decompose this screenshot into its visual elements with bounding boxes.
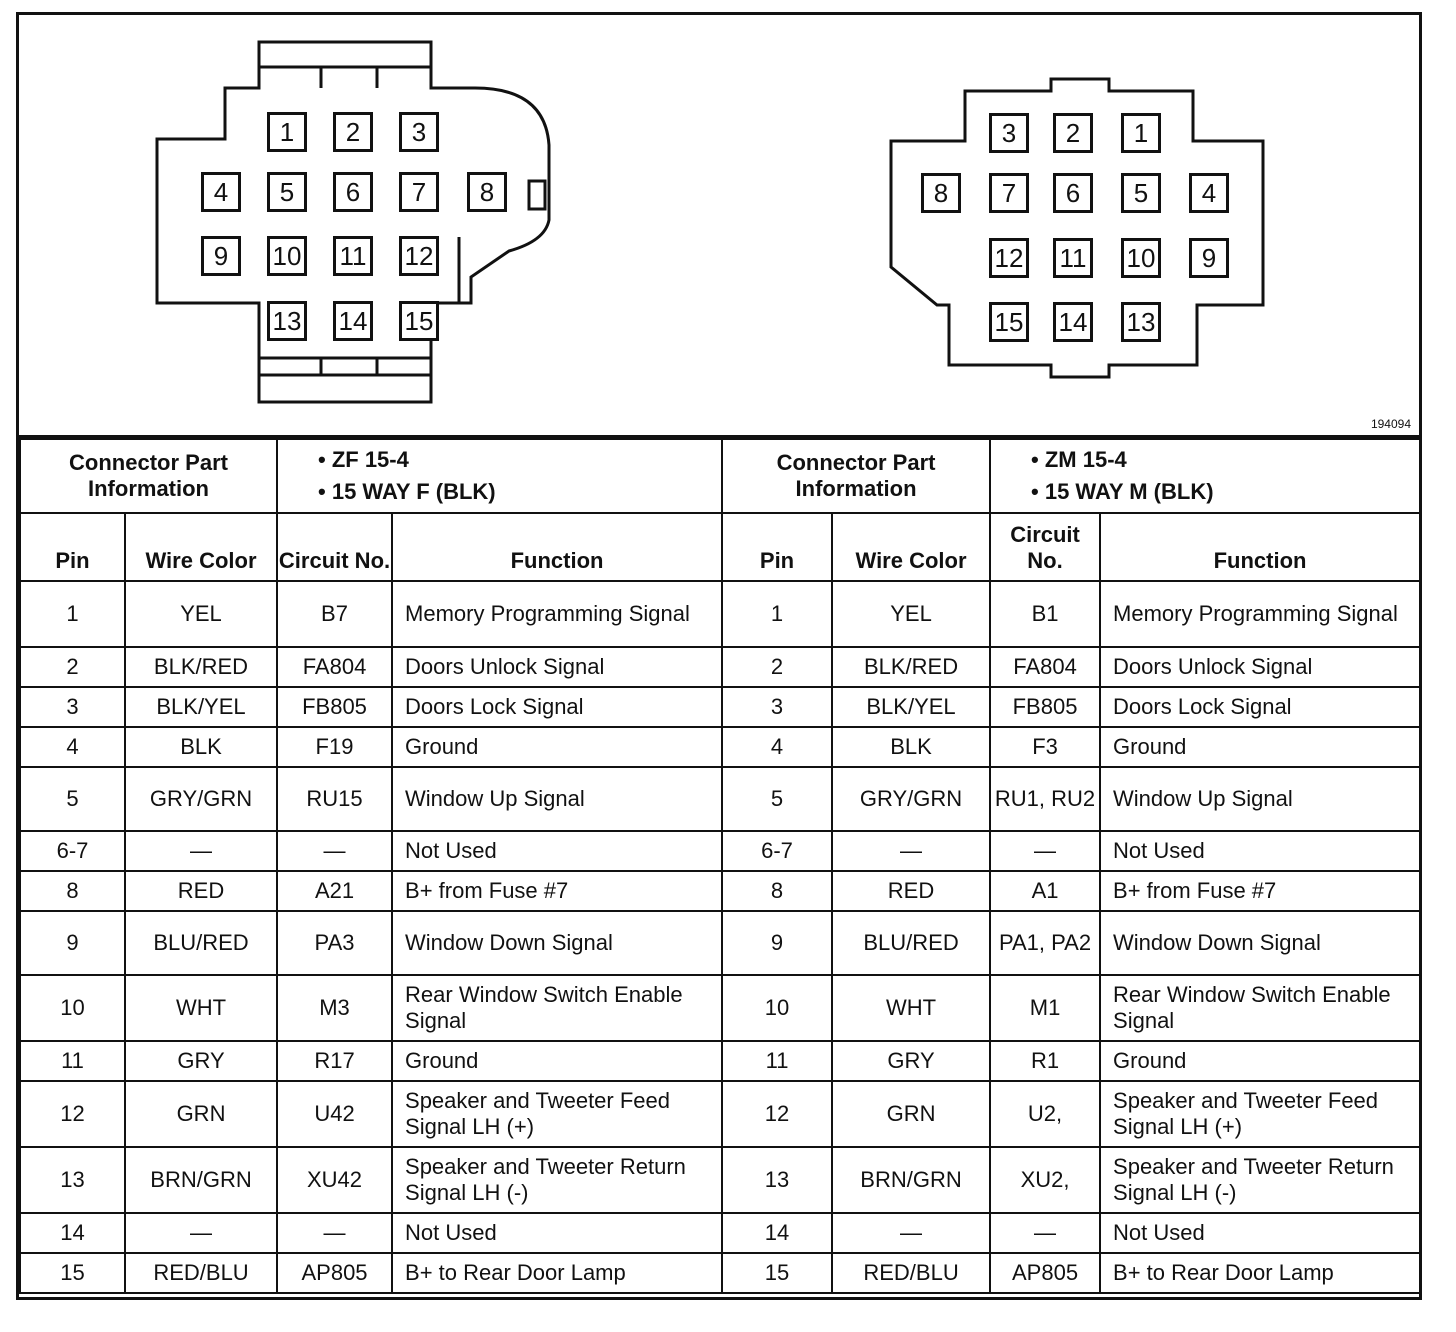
function-cell: Doors Unlock Signal — [392, 647, 722, 687]
table-row — [20, 831, 1420, 871]
function-cell: Speaker and Tweeter Return Signal LH (-) — [392, 1147, 722, 1213]
pin-header: Pin — [20, 513, 125, 581]
function-cell: Speaker and Tweeter Feed Signal LH (+) — [1100, 1081, 1420, 1147]
table-row — [20, 767, 1420, 831]
pinout-table — [19, 438, 1421, 1294]
function-cell: Window Up Signal — [1100, 767, 1420, 831]
pin-cell: 2 — [1053, 113, 1093, 153]
wire-color-cell: — — [125, 1213, 277, 1253]
function-cell: Rear Window Switch Enable Signal — [392, 975, 722, 1041]
pin-header: Pin — [722, 513, 832, 581]
function-cell: Doors Lock Signal — [1100, 687, 1420, 727]
pin-cell: 9 — [722, 911, 832, 975]
pin-cell: 9 — [201, 236, 241, 276]
function-header: Function — [1100, 513, 1420, 581]
wire-color-cell: RED/BLU — [832, 1253, 990, 1293]
pin-cell: 4 — [722, 727, 832, 767]
circuit-header: Circuit No. — [277, 513, 392, 581]
pin-cell: 1 — [722, 581, 832, 647]
wire-color-cell: GRY/GRN — [832, 767, 990, 831]
left-connector-outline — [157, 42, 549, 402]
header-row — [20, 513, 1420, 581]
pin-cell: 1 — [1121, 113, 1161, 153]
connector-figure — [16, 12, 1422, 1300]
wire-color-header: Wire Color — [125, 513, 277, 581]
circuit-cell: U2, — [990, 1081, 1100, 1147]
pin-cell: 13 — [267, 301, 307, 341]
table-row — [20, 687, 1420, 727]
wire-color-cell: RED/BLU — [125, 1253, 277, 1293]
circuit-cell: XU2, — [990, 1147, 1100, 1213]
wire-color-cell: RED — [832, 871, 990, 911]
wire-color-cell: — — [832, 831, 990, 871]
pin-cell: 8 — [20, 871, 125, 911]
connector-info — [990, 439, 1420, 513]
pin-cell: 8 — [467, 172, 507, 212]
function-cell: Not Used — [1100, 1213, 1420, 1253]
function-header: Function — [392, 513, 722, 581]
circuit-cell: A1 — [990, 871, 1100, 911]
pin-cell: 10 — [722, 975, 832, 1041]
wire-color-cell: RED — [125, 871, 277, 911]
wire-color-cell: BLK/RED — [832, 647, 990, 687]
wire-color-header: Wire Color — [832, 513, 990, 581]
pin-cell: 12 — [399, 236, 439, 276]
circuit-cell: F19 — [277, 727, 392, 767]
table-row — [20, 1253, 1420, 1293]
connector-info-row — [20, 439, 1420, 513]
pin-cell: 4 — [201, 172, 241, 212]
circuit-cell: R1 — [990, 1041, 1100, 1081]
pin-cell: 11 — [1053, 238, 1093, 278]
pin-cell: 13 — [722, 1147, 832, 1213]
circuit-cell: U42 — [277, 1081, 392, 1147]
pin-cell: 14 — [333, 301, 373, 341]
circuit-cell: A21 — [277, 871, 392, 911]
circuit-header: Circuit No. — [990, 513, 1100, 581]
wire-color-cell: BLK — [125, 727, 277, 767]
table-row — [20, 1081, 1420, 1147]
circuit-cell: PA3 — [277, 911, 392, 975]
wire-color-cell: BLU/RED — [832, 911, 990, 975]
pin-cell: 6-7 — [20, 831, 125, 871]
pin-cell: 10 — [20, 975, 125, 1041]
table-row — [20, 727, 1420, 767]
pin-cell: 4 — [20, 727, 125, 767]
function-cell: Window Up Signal — [392, 767, 722, 831]
function-cell: B+ from Fuse #7 — [1100, 871, 1420, 911]
circuit-cell: — — [990, 831, 1100, 871]
function-cell: Ground — [1100, 727, 1420, 767]
table-row — [20, 1213, 1420, 1253]
circuit-cell: FB805 — [277, 687, 392, 727]
pin-cell: 13 — [20, 1147, 125, 1213]
function-cell: Doors Unlock Signal — [1100, 647, 1420, 687]
pin-cell: 5 — [267, 172, 307, 212]
wire-color-cell: — — [832, 1213, 990, 1253]
function-cell: Ground — [392, 1041, 722, 1081]
pin-cell: 12 — [20, 1081, 125, 1147]
function-cell: Ground — [1100, 1041, 1420, 1081]
pin-cell: 14 — [1053, 302, 1093, 342]
wire-color-cell: WHT — [832, 975, 990, 1041]
pin-cell: 3 — [20, 687, 125, 727]
pin-cell: 15 — [722, 1253, 832, 1293]
wire-color-cell: — — [125, 831, 277, 871]
connector-outlines — [19, 15, 1419, 435]
wire-color-cell: BLK/YEL — [125, 687, 277, 727]
wire-color-cell: BLK/RED — [125, 647, 277, 687]
wire-color-cell: BRN/GRN — [125, 1147, 277, 1213]
circuit-cell: RU15 — [277, 767, 392, 831]
connector-info — [277, 439, 722, 513]
wire-color-cell: GRN — [125, 1081, 277, 1147]
circuit-cell: R17 — [277, 1041, 392, 1081]
circuit-cell: AP805 — [277, 1253, 392, 1293]
pin-cell: 14 — [20, 1213, 125, 1253]
wire-color-cell: BRN/GRN — [832, 1147, 990, 1213]
function-cell: Doors Lock Signal — [392, 687, 722, 727]
table-row — [20, 1147, 1420, 1213]
pin-cell: 8 — [921, 173, 961, 213]
pin-cell: 1 — [267, 112, 307, 152]
wire-color-cell: YEL — [125, 581, 277, 647]
pin-cell: 6 — [333, 172, 373, 212]
function-cell: Window Down Signal — [1100, 911, 1420, 975]
function-cell: Ground — [392, 727, 722, 767]
circuit-cell: B1 — [990, 581, 1100, 647]
pin-cell: 14 — [722, 1213, 832, 1253]
pin-cell: 2 — [722, 647, 832, 687]
circuit-cell: XU42 — [277, 1147, 392, 1213]
table-row — [20, 647, 1420, 687]
wire-color-cell: WHT — [125, 975, 277, 1041]
pin-cell: 9 — [20, 911, 125, 975]
wire-color-cell: GRN — [832, 1081, 990, 1147]
function-cell: Not Used — [1100, 831, 1420, 871]
pin-cell: 7 — [399, 172, 439, 212]
table-row — [20, 581, 1420, 647]
circuit-cell: — — [277, 1213, 392, 1253]
wire-color-cell: GRY — [832, 1041, 990, 1081]
pin-cell: 7 — [989, 173, 1029, 213]
pin-cell: 3 — [722, 687, 832, 727]
wire-color-cell: BLK/YEL — [832, 687, 990, 727]
pin-cell: 2 — [333, 112, 373, 152]
pin-cell: 10 — [1121, 238, 1161, 278]
function-cell: Speaker and Tweeter Feed Signal LH (+) — [392, 1081, 722, 1147]
pin-cell: 4 — [1189, 173, 1229, 213]
circuit-cell: F3 — [990, 727, 1100, 767]
function-cell: B+ from Fuse #7 — [392, 871, 722, 911]
connector-part-label: Connector Part Information — [722, 439, 990, 513]
pin-cell: 15 — [399, 301, 439, 341]
circuit-cell: FB805 — [990, 687, 1100, 727]
pin-cell: 5 — [722, 767, 832, 831]
function-cell: Rear Window Switch Enable Signal — [1100, 975, 1420, 1041]
circuit-cell: M3 — [277, 975, 392, 1041]
circuit-cell: B7 — [277, 581, 392, 647]
pin-cell: 3 — [989, 113, 1029, 153]
pin-cell: 10 — [267, 236, 307, 276]
circuit-cell: FA804 — [277, 647, 392, 687]
pin-cell: 9 — [1189, 238, 1229, 278]
info-line: • ZM 15-4 — [1031, 447, 1127, 472]
pin-cell: 11 — [333, 236, 373, 276]
connector-diagram-area — [19, 15, 1419, 438]
function-cell: Memory Programming Signal — [392, 581, 722, 647]
table-row — [20, 871, 1420, 911]
circuit-cell: FA804 — [990, 647, 1100, 687]
function-cell: B+ to Rear Door Lamp — [392, 1253, 722, 1293]
info-line: • 15 WAY M (BLK) — [1031, 479, 1214, 504]
pin-cell: 11 — [20, 1041, 125, 1081]
info-line: • ZF 15-4 — [318, 447, 409, 472]
circuit-cell: — — [277, 831, 392, 871]
function-cell: Not Used — [392, 831, 722, 871]
wire-color-cell: GRY/GRN — [125, 767, 277, 831]
wire-color-cell: BLK — [832, 727, 990, 767]
circuit-cell: AP805 — [990, 1253, 1100, 1293]
pin-cell: 15 — [20, 1253, 125, 1293]
circuit-cell: M1 — [990, 975, 1100, 1041]
pin-cell: 5 — [20, 767, 125, 831]
pin-cell: 6 — [1053, 173, 1093, 213]
wire-color-cell: BLU/RED — [125, 911, 277, 975]
pin-cell: 12 — [722, 1081, 832, 1147]
function-cell: Memory Programming Signal — [1100, 581, 1420, 647]
function-cell: B+ to Rear Door Lamp — [1100, 1253, 1420, 1293]
circuit-cell: RU1, RU2 — [990, 767, 1100, 831]
info-line: • 15 WAY F (BLK) — [318, 479, 496, 504]
circuit-cell: — — [990, 1213, 1100, 1253]
wire-color-cell: YEL — [832, 581, 990, 647]
table-row — [20, 975, 1420, 1041]
pin-cell: 12 — [989, 238, 1029, 278]
pin-cell: 15 — [989, 302, 1029, 342]
function-cell: Speaker and Tweeter Return Signal LH (-) — [1100, 1147, 1420, 1213]
circuit-cell: PA1, PA2 — [990, 911, 1100, 975]
pin-cell: 6-7 — [722, 831, 832, 871]
pin-cell: 2 — [20, 647, 125, 687]
pin-cell: 1 — [20, 581, 125, 647]
connector-part-label: Connector Part Information — [20, 439, 277, 513]
pin-cell: 5 — [1121, 173, 1161, 213]
function-cell: Not Used — [392, 1213, 722, 1253]
pin-cell: 11 — [722, 1041, 832, 1081]
pin-cell: 13 — [1121, 302, 1161, 342]
table-row — [20, 1041, 1420, 1081]
pin-cell: 3 — [399, 112, 439, 152]
function-cell: Window Down Signal — [392, 911, 722, 975]
table-row — [20, 911, 1420, 975]
pin-cell: 8 — [722, 871, 832, 911]
figure-id: 194094 — [1370, 417, 1411, 431]
wire-color-cell: GRY — [125, 1041, 277, 1081]
